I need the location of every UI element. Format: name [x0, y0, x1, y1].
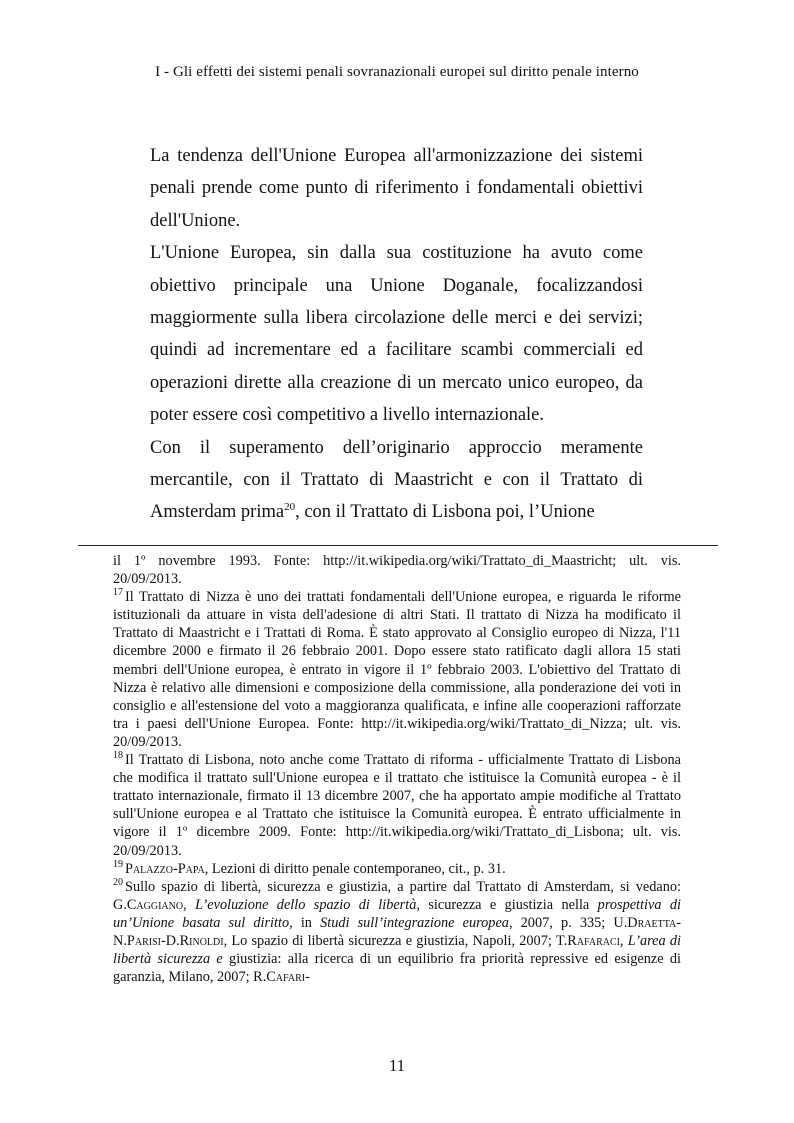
paragraph-trattati	[150, 432, 643, 529]
footnote-number: 20	[113, 876, 123, 888]
footnote-18	[113, 751, 681, 860]
footnote-title: L’evoluzione dello spazio di libertà	[195, 896, 417, 913]
paragraph-armonizzazione: La tendenza dell'Unione Europea all'armonizzazione dei sistemi penali prende come punto di riferimento i fondamentali obiettivi dell'Unione.	[150, 146, 643, 231]
running-header: I - Gli effetti dei sistemi penali sovranazionali europei sul diritto penale interno	[155, 64, 639, 80]
footnote-title: L’area di libertà sicurezza e	[113, 932, 681, 968]
footnote-title: prospettiva di un’Unione basata sul diritto	[113, 896, 681, 931]
footnote-text: , Lezioni di diritto penale contemporaneo, cit., p. 31.	[204, 860, 506, 877]
footnote-author: Palazzo-Papa	[125, 860, 205, 877]
footnote-text: , Lo spazio di libertà sicurezza e giustizia, Napoli, 2007;	[223, 932, 557, 949]
footnotes	[113, 552, 681, 986]
footnote-author: G.Caggiano	[113, 896, 184, 913]
footnote-17	[113, 588, 681, 751]
footnote-19	[113, 860, 681, 878]
footnote-author: U.Draetta-N.Parisi-D.Rinoldi	[113, 914, 681, 949]
footnote-text: ,	[619, 932, 628, 949]
footnote-20	[113, 878, 681, 987]
main-text	[150, 140, 643, 529]
footnote-text: , in	[289, 914, 321, 931]
footnote-ref-20[interactable]: 20	[284, 501, 296, 514]
paragraph-trattati-text: Con il superamento dell’originario approccio meramente mercantile, con il Trattato di Maastricht e con il Trattato di Amsterdam prima	[150, 437, 643, 523]
footnote-text: ,	[183, 896, 196, 913]
footnote-number: 19	[113, 858, 123, 870]
footnote-author: T.Rafaraci	[556, 932, 620, 949]
page-number: 11	[388, 1056, 406, 1075]
footnote-text: Il Trattato di Lisbona, noto anche come Trattato di riforma - ufficialmente Trattato di Lisbona che modifica il trattato sull'Unione europea e il trattato che istituisce la Comunità europea - è il trattato internazionale, firmato il 13 dicembre 2007, che ha apportato ampie modifiche al Trattato sull'Unione europea e al Trattato che istituisce la Comunità europea. È entrato ufficialmente in vigore il 1º dicembre 2009. Fonte: http://it.wikipedia.org/wiki/Trattato_di_Lisbona; ult. vis. 20/09/2013.	[113, 752, 681, 859]
footnote-text: , 2007, p. 335;	[508, 914, 614, 931]
footnote-journal: Studi sull’integrazione europea	[320, 914, 509, 931]
footnote-text: giustizia: alla ricerca di un equilibrio fra priorità repressive ed esigenze di garanzia, Milano, 2007;	[113, 951, 681, 986]
footnote-text: Sullo spazio di libertà, sicurezza e giustizia, a partire dal Trattato di Amsterdam, si vedano:	[125, 878, 681, 895]
footnote-author: R.Cafari-	[253, 969, 310, 986]
footnote-text: Il Trattato di Nizza è uno dei trattati fondamentali dell'Unione europea, e riguarda le riforme istituzionali da attuare in vista dell'adesione di altri Stati. Il trattato di Nizza ha modificato il Trattato di Maastricht e i Trattati di Roma. È stato approvato al Consiglio europeo di Nizza, l'11 dicembre 2000 e firmato il 26 febbraio 2001. Dopo essere stato ratificato dagli allora 15 stati membri dell'Unione europea, è entrato in vigore il 1º febbraio 2003. L'obiettivo del Trattato di Nizza è relativo alle dimensioni e composizione della commissione, alla ponderazione dei voti in consiglio e all'estensione del voto a maggioranza qualificata, e infine alle cooperazioni rafforzate tra i paesi dell'Unione Europea. Fonte: http://it.wikipedia.org/wiki/Trattato_di_Nizza; ult. vis. 20/09/2013.	[113, 589, 681, 750]
footnote-text: , sicurezza e giustizia nella	[416, 896, 598, 913]
footnote-number: 17	[113, 587, 123, 599]
paragraph-trattati-text-end: , con il Trattato di Lisbona poi, l’Unione	[295, 502, 595, 523]
footnote-number: 18	[113, 750, 123, 762]
footnote-continuation: il 1º novembre 1993. Fonte: http://it.wikipedia.org/wiki/Trattato_di_Maastricht; ult. vis. 20/09/2013.	[113, 553, 681, 588]
paragraph-unione-doganale: L'Unione Europea, sin dalla sua costituzione ha avuto come obiettivo principale una Unione Doganale, focalizzandosi maggiormente sulla libera circolazione delle merci e dei servizi; quindi ad incrementare ed a facilitare scambi commerciali ed operazioni dirette alla creazione di un mercato unico europeo, da poter essere così competitivo a livello internazionale.	[150, 243, 643, 426]
footnote-separator	[78, 545, 718, 546]
